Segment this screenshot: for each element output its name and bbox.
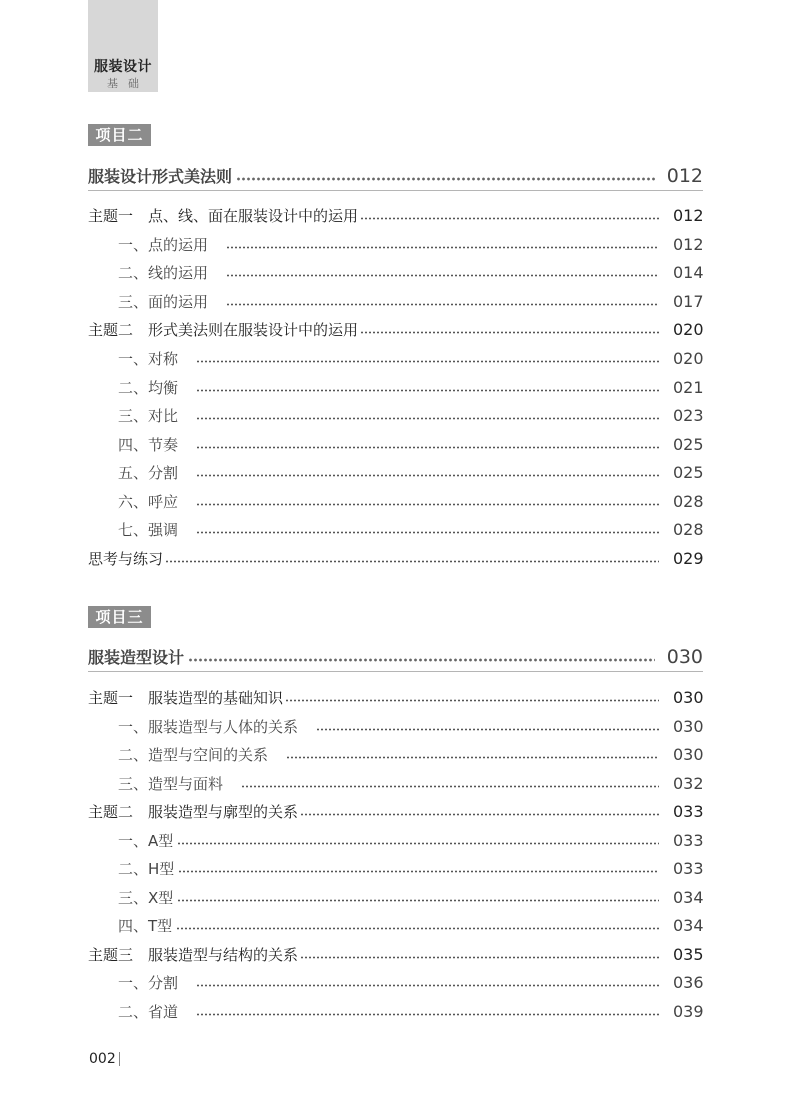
entry-page: 020: [673, 319, 704, 339]
entry-page: 025: [673, 462, 704, 482]
dot-leader: [177, 842, 659, 845]
entry-text: 二、H型: [118, 859, 175, 878]
dot-leader: [285, 699, 659, 702]
entry-text: 主题二 服装造型与廓型的关系: [88, 802, 299, 821]
entry-page: 033: [673, 858, 704, 878]
toc-entry[interactable]: [118, 999, 703, 1023]
entry-page: 034: [673, 915, 704, 935]
dot-leader: [360, 217, 659, 220]
dot-leader: [286, 756, 659, 759]
project-label: 项目三: [88, 606, 151, 628]
dot-leader: [316, 728, 659, 731]
toc-entry[interactable]: [118, 489, 703, 513]
dot-leader: [300, 956, 659, 959]
toc-entry[interactable]: [118, 885, 703, 909]
entry-page: 033: [673, 801, 704, 821]
page-number: 002: [89, 1051, 116, 1067]
entry-page: 029: [673, 548, 704, 568]
entry-page: 014: [673, 262, 704, 282]
entry-text: 四、T型: [118, 916, 173, 935]
toc-entry[interactable]: [118, 970, 703, 994]
entry-text: 主题一 点、线、面在服装设计中的运用: [88, 206, 359, 225]
dot-leader: [196, 417, 659, 420]
entry-page: 025: [673, 434, 704, 454]
toc-entry[interactable]: [118, 289, 703, 313]
dot-leader: [196, 984, 659, 987]
entry-page: 023: [673, 405, 704, 425]
entry-text: 三、面的运用: [118, 292, 209, 311]
entry-page: 035: [673, 944, 704, 964]
book-title: 服装设计: [94, 59, 152, 75]
dot-leader: [178, 870, 659, 873]
chapter-heading[interactable]: [88, 161, 703, 191]
toc-entry[interactable]: [118, 714, 703, 738]
dot-leader: [236, 177, 655, 181]
dot-leader: [177, 899, 659, 902]
book-subtitle: 基础: [107, 77, 149, 90]
toc-entry[interactable]: [88, 799, 703, 823]
entry-text: 三、对比: [118, 406, 179, 425]
entry-text: 一、点的运用: [118, 235, 209, 254]
dot-leader: [196, 389, 659, 392]
entry-text: 主题一 服装造型的基础知识: [88, 688, 284, 707]
entry-text: 思考与练习: [88, 549, 164, 568]
chapter-heading[interactable]: [88, 642, 703, 672]
toc-entry[interactable]: [118, 346, 703, 370]
entry-text: 三、X型: [118, 888, 174, 907]
entry-page: 012: [673, 234, 704, 254]
dot-leader: [241, 785, 659, 788]
toc-entry[interactable]: [118, 460, 703, 484]
toc-entry[interactable]: [88, 685, 703, 709]
toc-entry[interactable]: [118, 375, 703, 399]
toc-entry[interactable]: [118, 742, 703, 766]
dot-leader: [226, 246, 659, 249]
entry-text: 五、分割: [118, 463, 179, 482]
dot-leader: [360, 331, 659, 334]
toc-entry[interactable]: [118, 913, 703, 937]
project-label: 项目二: [88, 124, 151, 146]
dot-leader: [226, 303, 659, 306]
dot-leader: [196, 474, 659, 477]
entry-text: 二、省道: [118, 1002, 179, 1021]
toc-entry[interactable]: [118, 432, 703, 456]
dot-leader: [165, 560, 659, 563]
chapter-title: 服装设计形式美法则: [88, 167, 233, 186]
entry-text: 主题三 服装造型与结构的关系: [88, 945, 299, 964]
entry-page: 036: [673, 972, 704, 992]
entry-page: 012: [673, 205, 704, 225]
entry-page: 032: [673, 773, 704, 793]
dot-leader: [300, 813, 659, 816]
entry-text: 三、造型与面料: [118, 774, 224, 793]
entry-page: 030: [673, 744, 704, 764]
dot-leader: [196, 446, 659, 449]
entry-text: 二、线的运用: [118, 263, 209, 282]
entry-page: 020: [673, 348, 704, 368]
entry-page: 028: [673, 491, 704, 511]
entry-text: 二、造型与空间的关系: [118, 745, 269, 764]
entry-text: 一、A型: [118, 831, 174, 850]
entry-page: 030: [673, 716, 704, 736]
toc-entry[interactable]: [88, 942, 703, 966]
entry-page: 028: [673, 519, 704, 539]
entry-text: 七、强调: [118, 520, 179, 539]
toc-entry[interactable]: [118, 517, 703, 541]
dot-leader: [196, 1013, 659, 1016]
toc-entry[interactable]: [118, 403, 703, 427]
entry-text: 一、分割: [118, 973, 179, 992]
toc-entry[interactable]: [118, 232, 703, 256]
toc-entry[interactable]: [88, 546, 703, 570]
chapter-page: 030: [666, 645, 703, 668]
dot-leader: [226, 274, 659, 277]
chapter-page: 012: [666, 164, 703, 187]
dot-leader: [176, 927, 659, 930]
chapter-title: 服装造型设计: [88, 648, 185, 667]
dot-leader: [196, 503, 659, 506]
dot-leader: [196, 360, 659, 363]
book-header-tab: [88, 0, 158, 92]
toc-entry[interactable]: [118, 828, 703, 852]
entry-text: 四、节奏: [118, 435, 179, 454]
entry-text: 一、服装造型与人体的关系: [118, 717, 299, 736]
entry-text: 一、对称: [118, 349, 179, 368]
toc-entry[interactable]: [118, 260, 703, 284]
dot-leader: [196, 531, 659, 534]
toc-entry[interactable]: [118, 771, 703, 795]
entry-page: 039: [673, 1001, 704, 1021]
entry-page: 017: [673, 291, 704, 311]
toc-entry[interactable]: [88, 203, 703, 227]
page-number-divider: [119, 1052, 120, 1066]
entry-text: 六、呼应: [118, 492, 179, 511]
entry-page: 030: [673, 687, 704, 707]
entry-page: 033: [673, 830, 704, 850]
entry-text: 主题二 形式美法则在服装设计中的运用: [88, 320, 359, 339]
entry-page: 021: [673, 377, 704, 397]
dot-leader: [188, 658, 655, 662]
entry-text: 二、均衡: [118, 378, 179, 397]
entry-page: 034: [673, 887, 704, 907]
toc-entry[interactable]: [118, 856, 703, 880]
toc-entry[interactable]: [88, 317, 703, 341]
